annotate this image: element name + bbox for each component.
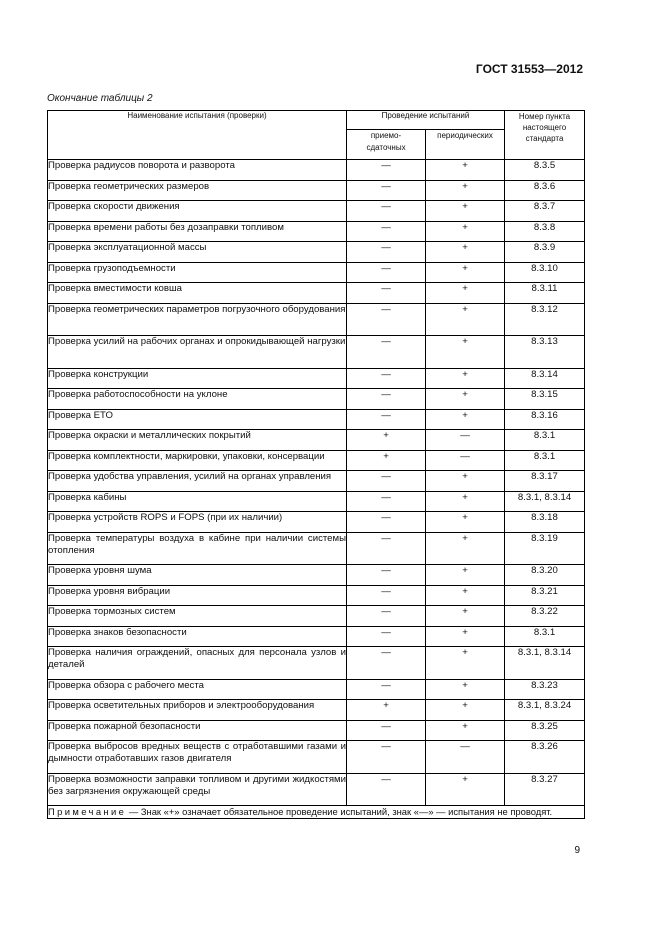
test-name-cell: Проверка наличия ограждений, опасных для персонала узлов и деталей	[48, 647, 347, 680]
acceptance-mark-cell: —	[347, 773, 426, 806]
clause-number-cell: 8.3.1, 8.3.24	[505, 700, 585, 721]
clause-number-cell: 8.3.1	[505, 430, 585, 451]
header-clause-line2: настоящего	[522, 123, 567, 133]
header-test-name: Наименование испытания (проверки)	[48, 111, 347, 160]
periodic-mark-cell: +	[426, 700, 505, 721]
periodic-mark-cell: +	[426, 512, 505, 533]
acceptance-mark-cell: —	[347, 565, 426, 586]
clause-number-cell: 8.3.1	[505, 450, 585, 471]
table-row	[48, 679, 585, 700]
clause-number-cell: 8.3.12	[505, 303, 585, 336]
periodic-mark-cell: +	[426, 409, 505, 430]
test-name-cell: Проверка работоспособности на уклоне	[48, 389, 347, 410]
clause-number-cell: 8.3.25	[505, 720, 585, 741]
clause-number-cell: 8.3.1, 8.3.14	[505, 491, 585, 512]
acceptance-mark-cell: —	[347, 606, 426, 627]
table-row	[48, 450, 585, 471]
test-name-cell: Проверка устройств ROPS и FOPS (при их наличии)	[48, 512, 347, 533]
table-row	[48, 368, 585, 389]
periodic-mark-cell: +	[426, 626, 505, 647]
acceptance-mark-cell: —	[347, 336, 426, 369]
test-name-cell: Проверка знаков безопасности	[48, 626, 347, 647]
table-row	[48, 303, 585, 336]
periodic-mark-cell: —	[426, 741, 505, 774]
header-acceptance-line2: сдаточных	[366, 142, 406, 152]
test-name-cell: Проверка осветительных приборов и электрооборудования	[48, 700, 347, 721]
periodic-mark-cell: +	[426, 585, 505, 606]
table-row	[48, 532, 585, 565]
clause-number-cell: 8.3.14	[505, 368, 585, 389]
acceptance-mark-cell: —	[347, 160, 426, 181]
periodic-mark-cell: +	[426, 180, 505, 201]
test-name-cell: Проверка ЕТО	[48, 409, 347, 430]
clause-number-cell: 8.3.16	[505, 409, 585, 430]
table-row	[48, 626, 585, 647]
header-clause-line1: Номер пункта	[518, 112, 571, 121]
table-row	[48, 430, 585, 451]
clause-number-cell: 8.3.6	[505, 180, 585, 201]
test-name-cell: Проверка температуры воздуха в кабине при наличии системы отопления	[48, 532, 347, 565]
table-row	[48, 409, 585, 430]
header-clause-number	[505, 111, 585, 160]
acceptance-mark-cell: +	[347, 700, 426, 721]
periodic-mark-cell: +	[426, 647, 505, 680]
clause-number-cell: 8.3.11	[505, 283, 585, 304]
periodic-mark-cell: +	[426, 262, 505, 283]
test-name-cell: Проверка комплектности, маркировки, упаковки, консервации	[48, 450, 347, 471]
periodic-mark-cell: +	[426, 565, 505, 586]
acceptance-mark-cell: —	[347, 679, 426, 700]
clause-number-cell: 8.3.1	[505, 626, 585, 647]
acceptance-mark-cell: —	[347, 303, 426, 336]
clause-number-cell: 8.3.27	[505, 773, 585, 806]
table-row	[48, 647, 585, 680]
acceptance-mark-cell: —	[347, 201, 426, 222]
table-row	[48, 741, 585, 774]
acceptance-mark-cell: —	[347, 532, 426, 565]
test-name-cell: Проверка выбросов вредных веществ с отработавшими газами и дымности отработавших газов двигателя	[48, 741, 347, 774]
test-name-cell: Проверка вместимости ковша	[48, 283, 347, 304]
acceptance-mark-cell: —	[347, 221, 426, 242]
acceptance-mark-cell: —	[347, 242, 426, 263]
acceptance-mark-cell: —	[347, 262, 426, 283]
table-note	[48, 806, 585, 819]
acceptance-mark-cell: —	[347, 368, 426, 389]
test-name-cell: Проверка конструкции	[48, 368, 347, 389]
table-row	[48, 585, 585, 606]
acceptance-mark-cell: —	[347, 741, 426, 774]
periodic-mark-cell: +	[426, 471, 505, 492]
periodic-mark-cell: +	[426, 532, 505, 565]
table-row	[48, 773, 585, 806]
clause-number-cell: 8.3.23	[505, 679, 585, 700]
acceptance-mark-cell: —	[347, 283, 426, 304]
page-number: 9	[574, 845, 580, 856]
table-row	[48, 471, 585, 492]
test-name-cell: Проверка геометрических размеров	[48, 180, 347, 201]
clause-number-cell: 8.3.21	[505, 585, 585, 606]
clause-number-cell: 8.3.26	[505, 741, 585, 774]
table-row	[48, 180, 585, 201]
periodic-mark-cell: +	[426, 336, 505, 369]
acceptance-mark-cell: +	[347, 450, 426, 471]
test-name-cell: Проверка пожарной безопасности	[48, 720, 347, 741]
header-clause-line3: стандарта	[525, 134, 564, 144]
test-name-cell: Проверка радиусов поворота и разворота	[48, 160, 347, 181]
header-periodic: периодических	[426, 130, 505, 160]
acceptance-mark-cell: —	[347, 471, 426, 492]
table-row	[48, 512, 585, 533]
table-row	[48, 221, 585, 242]
periodic-mark-cell: +	[426, 242, 505, 263]
periodic-mark-cell: +	[426, 679, 505, 700]
test-name-cell: Проверка уровня вибрации	[48, 585, 347, 606]
acceptance-mark-cell: —	[347, 180, 426, 201]
periodic-mark-cell: +	[426, 303, 505, 336]
periodic-mark-cell: +	[426, 491, 505, 512]
periodic-mark-cell: +	[426, 201, 505, 222]
header-acceptance	[347, 130, 426, 160]
clause-number-cell: 8.3.20	[505, 565, 585, 586]
table-row	[48, 201, 585, 222]
periodic-mark-cell: +	[426, 389, 505, 410]
clause-number-cell: 8.3.19	[505, 532, 585, 565]
periodic-mark-cell: +	[426, 283, 505, 304]
acceptance-mark-cell: —	[347, 491, 426, 512]
clause-number-cell: 8.3.18	[505, 512, 585, 533]
test-name-cell: Проверка усилий на рабочих органах и опрокидывающей нагрузки	[48, 336, 347, 369]
periodic-mark-cell: +	[426, 773, 505, 806]
table-row	[48, 242, 585, 263]
note-label: Примечание	[48, 806, 127, 817]
note-text: — Знак «+» означает обязательное проведение испытаний, знак «—» — испытания не проводят.	[126, 806, 553, 817]
table-row	[48, 160, 585, 181]
acceptance-mark-cell: —	[347, 512, 426, 533]
test-name-cell: Проверка кабины	[48, 491, 347, 512]
table-row	[48, 262, 585, 283]
table-body	[48, 160, 585, 806]
clause-number-cell: 8.3.1, 8.3.14	[505, 647, 585, 680]
clause-number-cell: 8.3.10	[505, 262, 585, 283]
table-row	[48, 565, 585, 586]
periodic-mark-cell: —	[426, 450, 505, 471]
acceptance-mark-cell: —	[347, 585, 426, 606]
clause-number-cell: 8.3.15	[505, 389, 585, 410]
clause-number-cell: 8.3.13	[505, 336, 585, 369]
periodic-mark-cell: +	[426, 720, 505, 741]
table-row	[48, 700, 585, 721]
periodic-mark-cell: +	[426, 368, 505, 389]
acceptance-mark-cell: —	[347, 720, 426, 741]
test-name-cell: Проверка грузоподъемности	[48, 262, 347, 283]
clause-number-cell: 8.3.17	[505, 471, 585, 492]
table-row	[48, 606, 585, 627]
header-acceptance-line1: приемо-	[370, 131, 402, 141]
acceptance-mark-cell: +	[347, 430, 426, 451]
test-name-cell: Проверка обзора с рабочего места	[48, 679, 347, 700]
test-name-cell: Проверка геометрических параметров погрузочного оборудования	[48, 303, 347, 336]
periodic-mark-cell: +	[426, 221, 505, 242]
test-name-cell: Проверка окраски и металлических покрытий	[48, 430, 347, 451]
table-row	[48, 336, 585, 369]
table-row	[48, 720, 585, 741]
table-row	[48, 389, 585, 410]
test-name-cell: Проверка возможности заправки топливом и другими жидкостями без загрязнения окружающей среды	[48, 773, 347, 806]
table-continuation-label: Окончание таблицы 2	[47, 93, 153, 104]
clause-number-cell: 8.3.8	[505, 221, 585, 242]
test-name-cell: Проверка эксплуатационной массы	[48, 242, 347, 263]
clause-number-cell: 8.3.7	[505, 201, 585, 222]
test-name-cell: Проверка скорости движения	[48, 201, 347, 222]
table-row	[48, 491, 585, 512]
periodic-mark-cell: +	[426, 606, 505, 627]
acceptance-mark-cell: —	[347, 626, 426, 647]
acceptance-mark-cell: —	[347, 647, 426, 680]
table-row	[48, 283, 585, 304]
clause-number-cell: 8.3.5	[505, 160, 585, 181]
acceptance-mark-cell: —	[347, 389, 426, 410]
test-name-cell: Проверка времени работы без дозаправки топливом	[48, 221, 347, 242]
periodic-mark-cell: +	[426, 160, 505, 181]
test-name-cell: Проверка тормозных систем	[48, 606, 347, 627]
periodic-mark-cell: —	[426, 430, 505, 451]
header-tests-conducted: Проведение испытаний	[347, 111, 505, 130]
standard-code: ГОСТ 31553—2012	[475, 62, 583, 76]
test-name-cell: Проверка уровня шума	[48, 565, 347, 586]
test-name-cell: Проверка удобства управления, усилий на органах управления	[48, 471, 347, 492]
tests-table	[47, 110, 585, 819]
clause-number-cell: 8.3.22	[505, 606, 585, 627]
acceptance-mark-cell: —	[347, 409, 426, 430]
clause-number-cell: 8.3.9	[505, 242, 585, 263]
